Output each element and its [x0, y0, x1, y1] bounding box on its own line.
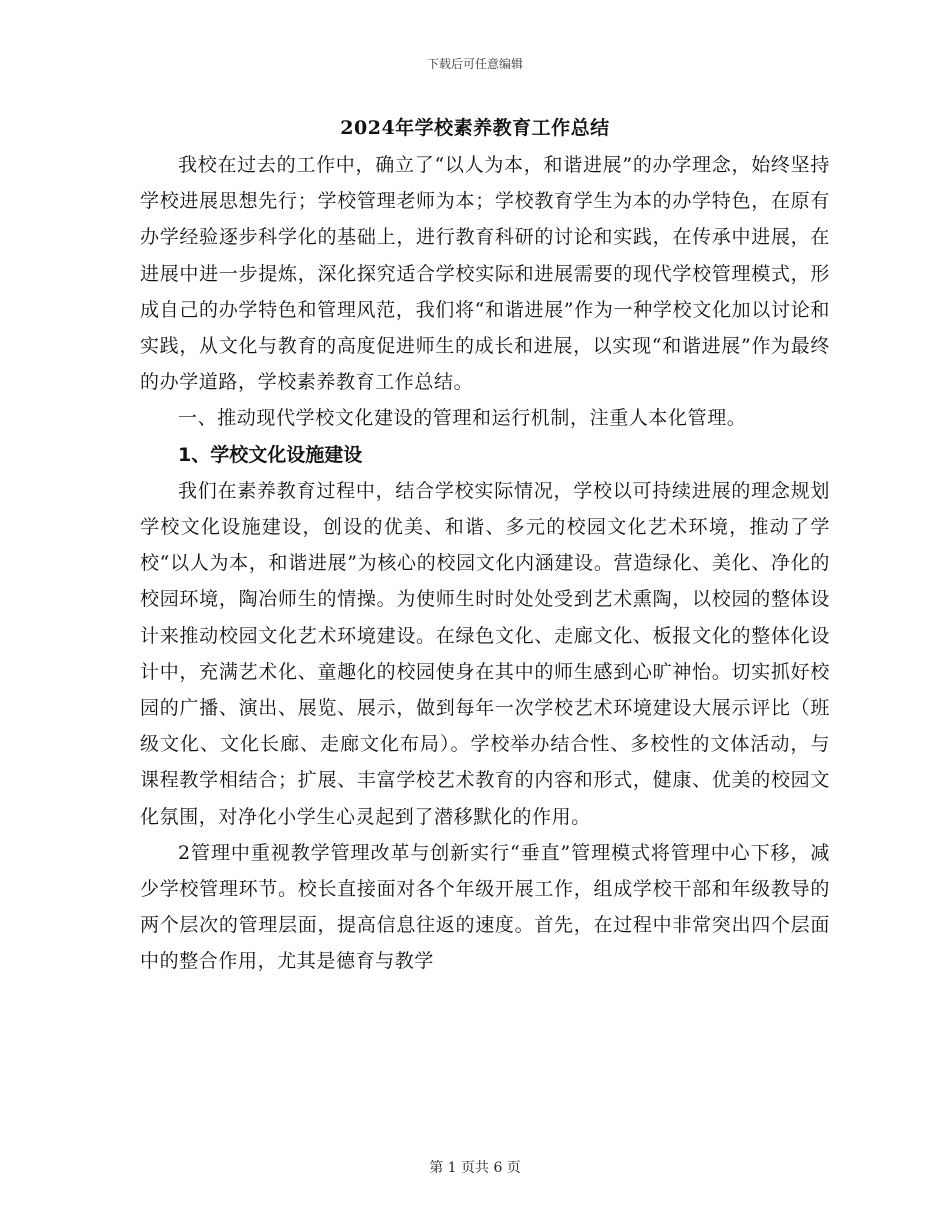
- paragraph-culture-facilities: 我们在素养教育过程中，结合学校实际情况，学校以可持续进展的理念规划学校文化设施建设，创设的优美、和谐、多元的校园文化艺术环境，推动了学校“以人为本，和谐进展”为核心的校园文化内涵建设。营造绿化、美化、净化的校园环境，陶冶师生的情操。为使师生时时处处受到艺术熏陶，以校园的整体设计来推动校园文化艺术环境建设。在绿色文化、走廊文化、板报文化的整体化设计中，充满艺术化、童趣化的校园使身在其中的师生感到心旷神怡。切实抓好校园的广播、演出、展览、展示，做到每年一次学校艺术环境建设大展示评比（班级文化、文化长廊、走廊文化布局）。学校举办结合性、多校性的文体活动，与课程教学相结合；扩展、丰富学校艺术教育的内容和形式，健康、优美的校园文化氛围，对净化小学生心灵起到了潜移默化的作用。: [140, 479, 830, 828]
- page-footer-number: 第 1 页共 6 页: [429, 1160, 521, 1176]
- document-body: [140, 147, 830, 980]
- document-title: 2024年学校素养教育工作总结: [340, 117, 610, 139]
- paragraph-intro: 我校在过去的工作中，确立了“以人为本，和谐进展”的办学理念，始终坚持学校进展思想先行；学校管理老师为本；学校教育学生为本的办学特色，在原有办学经验逐步科学化的基础上，进行教育科研的讨论和实践，在传承中进展，在进展中进一步提炼，深化探究适合学校实际和进展需要的现代学校管理模式，形成自己的办学特色和管理风范，我们将“和谐进展”作为一种学校文化加以讨论和实践，从文化与教育的高度促进师生的成长和进展，以实现“和谐进展”作为最终的办学道路，学校素养教育工作总结。: [140, 154, 830, 394]
- section-heading: 1、学校文化设施建设: [178, 443, 363, 466]
- page-header-note: 下载后可任意编辑: [426, 57, 523, 71]
- paragraph-management: 2管理中重视教学管理改革与创新实行“垂直”管理模式将管理中心下移，减少学校管理环节。校长直接面对各个年级开展工作，组成学校干部和年级教导的两个层次的管理层面，提高信息往返的速度。首先，在过程中非常突出四个层面中的整合作用，尤其是德育与教学: [140, 841, 830, 973]
- paragraph-section-one: 一、推动现代学校文化建设的管理和运行机制，注重人本化管理。: [178, 407, 747, 430]
